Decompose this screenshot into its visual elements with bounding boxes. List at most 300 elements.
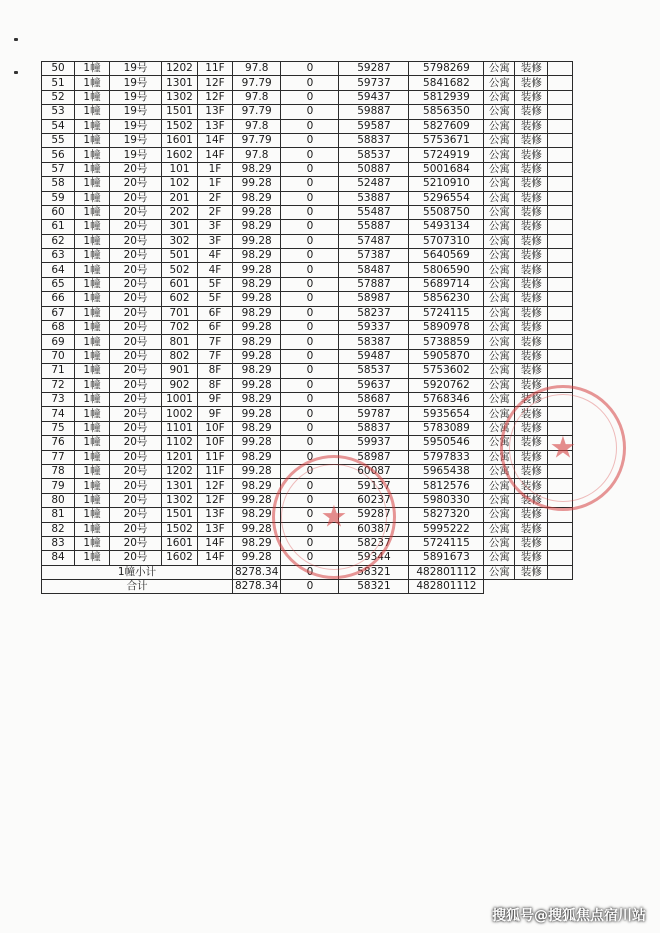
total-price-cell: 5812939	[409, 90, 484, 104]
area-cell: 97.8	[233, 90, 281, 104]
floor-cell: 12F	[198, 479, 233, 493]
property-type-cell: 公寓	[484, 133, 515, 147]
room-number-cell: 901	[162, 364, 198, 378]
unit-number-cell: 20号	[110, 321, 162, 335]
table-row	[42, 62, 573, 76]
total-price-cell: 5965438	[409, 464, 484, 478]
row-number-cell: 58	[42, 177, 75, 191]
total-price-cell: 5707310	[409, 234, 484, 248]
finish-status-cell: 装修	[515, 321, 548, 335]
finish-status-cell: 装修	[515, 263, 548, 277]
subtotal-type: 公寓	[484, 565, 515, 579]
row-number-cell: 73	[42, 392, 75, 406]
unit-price-cell: 58837	[339, 133, 409, 147]
total-price-cell: 5296554	[409, 191, 484, 205]
total-price-cell: 5950546	[409, 436, 484, 450]
property-type-cell: 公寓	[484, 378, 515, 392]
property-type-cell: 公寓	[484, 421, 515, 435]
floor-cell: 11F	[198, 62, 233, 76]
unit-price-cell: 59887	[339, 105, 409, 119]
total-price-cell: 5798269	[409, 62, 484, 76]
empty-cell	[548, 493, 573, 507]
unit-price-cell: 59737	[339, 76, 409, 90]
area-cell: 98.29	[233, 450, 281, 464]
floor-cell: 3F	[198, 234, 233, 248]
unit-number-cell: 19号	[110, 148, 162, 162]
total-price-cell: 5891673	[409, 551, 484, 565]
table-row	[42, 522, 573, 536]
table-row	[42, 306, 573, 320]
floor-cell: 14F	[198, 133, 233, 147]
zero-value-cell: 0	[281, 292, 339, 306]
zero-value-cell: 0	[281, 321, 339, 335]
room-number-cell: 601	[162, 277, 198, 291]
empty-cell	[548, 205, 573, 219]
finish-status-cell: 装修	[515, 292, 548, 306]
empty-cell	[548, 177, 573, 191]
floor-cell: 13F	[198, 105, 233, 119]
unit-number-cell: 20号	[110, 277, 162, 291]
empty-cell	[548, 392, 573, 406]
area-cell: 97.79	[233, 133, 281, 147]
table-row	[42, 508, 573, 522]
room-number-cell: 301	[162, 220, 198, 234]
floor-cell: 14F	[198, 536, 233, 550]
area-cell: 99.28	[233, 321, 281, 335]
unit-price-cell: 59637	[339, 378, 409, 392]
finish-status-cell: 装修	[515, 508, 548, 522]
empty-cell	[548, 263, 573, 277]
unit-price-cell: 50887	[339, 162, 409, 176]
empty-cell	[548, 234, 573, 248]
scan-speck	[14, 38, 18, 41]
unit-number-cell: 20号	[110, 263, 162, 277]
finish-status-cell: 装修	[515, 249, 548, 263]
area-cell: 97.79	[233, 105, 281, 119]
unit-price-cell: 57387	[339, 249, 409, 263]
zero-value-cell: 0	[281, 263, 339, 277]
official-seal-stamp: ★	[272, 455, 396, 579]
room-number-cell: 1501	[162, 105, 198, 119]
row-number-cell: 84	[42, 551, 75, 565]
property-type-cell: 公寓	[484, 479, 515, 493]
room-number-cell: 1102	[162, 436, 198, 450]
area-cell: 97.79	[233, 76, 281, 90]
area-cell: 99.28	[233, 292, 281, 306]
building-cell: 1幢	[75, 421, 110, 435]
area-cell: 98.29	[233, 364, 281, 378]
building-cell: 1幢	[75, 277, 110, 291]
zero-value-cell: 0	[281, 205, 339, 219]
floor-cell: 8F	[198, 378, 233, 392]
empty-cell	[548, 551, 573, 565]
building-cell: 1幢	[75, 148, 110, 162]
unit-number-cell: 20号	[110, 493, 162, 507]
table-row	[42, 119, 573, 133]
empty-cell	[548, 119, 573, 133]
room-number-cell: 1602	[162, 551, 198, 565]
table-row	[42, 191, 573, 205]
property-type-cell: 公寓	[484, 90, 515, 104]
row-number-cell: 67	[42, 306, 75, 320]
row-number-cell: 82	[42, 522, 75, 536]
building-cell: 1幢	[75, 62, 110, 76]
property-type-cell: 公寓	[484, 205, 515, 219]
row-number-cell: 79	[42, 479, 75, 493]
subtotal-avg-price: 58321	[339, 565, 409, 579]
zero-value-cell: 0	[281, 148, 339, 162]
area-cell: 99.28	[233, 263, 281, 277]
room-number-cell: 201	[162, 191, 198, 205]
grand-total-label: 合计	[42, 580, 233, 594]
subtotal-row	[42, 565, 573, 579]
floor-cell: 3F	[198, 220, 233, 234]
unit-number-cell: 20号	[110, 464, 162, 478]
building-cell: 1幢	[75, 335, 110, 349]
unit-price-cell: 58387	[339, 335, 409, 349]
empty-cell	[548, 522, 573, 536]
property-type-cell: 公寓	[484, 551, 515, 565]
table-body	[42, 62, 573, 566]
room-number-cell: 1301	[162, 479, 198, 493]
subtotal-label: 1幢小计	[42, 565, 233, 579]
grand-total-total-price: 482801112	[409, 580, 484, 594]
room-number-cell: 101	[162, 162, 198, 176]
area-cell: 99.28	[233, 493, 281, 507]
empty-cell	[548, 421, 573, 435]
zero-value-cell: 0	[281, 162, 339, 176]
finish-status-cell: 装修	[515, 191, 548, 205]
property-type-cell: 公寓	[484, 105, 515, 119]
table-row	[42, 177, 573, 191]
table-row	[42, 263, 573, 277]
room-number-cell: 501	[162, 249, 198, 263]
room-number-cell: 702	[162, 321, 198, 335]
property-type-cell: 公寓	[484, 263, 515, 277]
property-type-cell: 公寓	[484, 321, 515, 335]
floor-cell: 10F	[198, 436, 233, 450]
unit-price-cell: 59344	[339, 551, 409, 565]
row-number-cell: 60	[42, 205, 75, 219]
zero-value-cell: 0	[281, 378, 339, 392]
finish-status-cell: 装修	[515, 277, 548, 291]
floor-cell: 9F	[198, 407, 233, 421]
table-row	[42, 162, 573, 176]
row-number-cell: 68	[42, 321, 75, 335]
floor-cell: 4F	[198, 249, 233, 263]
empty-cell	[548, 191, 573, 205]
room-number-cell: 1302	[162, 493, 198, 507]
finish-status-cell: 装修	[515, 407, 548, 421]
unit-price-cell: 58987	[339, 450, 409, 464]
area-cell: 99.28	[233, 177, 281, 191]
row-number-cell: 72	[42, 378, 75, 392]
finish-status-cell: 装修	[515, 522, 548, 536]
zero-value-cell: 0	[281, 479, 339, 493]
unit-price-cell: 58537	[339, 364, 409, 378]
zero-value-cell: 0	[281, 234, 339, 248]
table-row	[42, 364, 573, 378]
property-type-cell: 公寓	[484, 522, 515, 536]
empty-cell	[548, 407, 573, 421]
unit-number-cell: 20号	[110, 508, 162, 522]
total-price-cell: 5493134	[409, 220, 484, 234]
table-row	[42, 234, 573, 248]
empty-cell	[548, 277, 573, 291]
table-row	[42, 392, 573, 406]
empty-cell	[548, 105, 573, 119]
building-cell: 1幢	[75, 321, 110, 335]
area-cell: 98.29	[233, 220, 281, 234]
total-price-cell: 5724115	[409, 536, 484, 550]
room-number-cell: 302	[162, 234, 198, 248]
property-type-cell: 公寓	[484, 234, 515, 248]
finish-status-cell: 装修	[515, 364, 548, 378]
row-number-cell: 71	[42, 364, 75, 378]
total-price-cell: 5806590	[409, 263, 484, 277]
total-price-cell: 5841682	[409, 76, 484, 90]
total-price-cell: 5856350	[409, 105, 484, 119]
row-number-cell: 62	[42, 234, 75, 248]
row-number-cell: 64	[42, 263, 75, 277]
finish-status-cell: 装修	[515, 536, 548, 550]
total-price-cell: 5797833	[409, 450, 484, 464]
building-cell: 1幢	[75, 119, 110, 133]
unit-number-cell: 20号	[110, 479, 162, 493]
zero-value-cell: 0	[281, 306, 339, 320]
room-number-cell: 802	[162, 349, 198, 363]
room-number-cell: 1601	[162, 536, 198, 550]
property-type-cell: 公寓	[484, 508, 515, 522]
zero-value-cell: 0	[281, 508, 339, 522]
unit-number-cell: 20号	[110, 536, 162, 550]
building-cell: 1幢	[75, 493, 110, 507]
unit-number-cell: 20号	[110, 220, 162, 234]
room-number-cell: 1602	[162, 148, 198, 162]
finish-status-cell: 装修	[515, 493, 548, 507]
floor-cell: 6F	[198, 321, 233, 335]
room-number-cell: 202	[162, 205, 198, 219]
area-cell: 98.29	[233, 191, 281, 205]
zero-value-cell: 0	[281, 450, 339, 464]
empty-cell	[548, 335, 573, 349]
building-cell: 1幢	[75, 133, 110, 147]
building-cell: 1幢	[75, 450, 110, 464]
building-cell: 1幢	[75, 105, 110, 119]
building-cell: 1幢	[75, 263, 110, 277]
total-price-cell: 5724919	[409, 148, 484, 162]
area-cell: 98.29	[233, 392, 281, 406]
property-type-cell: 公寓	[484, 536, 515, 550]
area-cell: 99.28	[233, 464, 281, 478]
empty-cell	[548, 76, 573, 90]
table-row	[42, 76, 573, 90]
floor-cell: 7F	[198, 335, 233, 349]
unit-price-cell: 59287	[339, 508, 409, 522]
zero-value-cell: 0	[281, 119, 339, 133]
table-row	[42, 407, 573, 421]
building-cell: 1幢	[75, 536, 110, 550]
zero-value-cell: 0	[281, 536, 339, 550]
finish-status-cell: 装修	[515, 162, 548, 176]
row-number-cell: 59	[42, 191, 75, 205]
subtotal-total-price: 482801112	[409, 565, 484, 579]
total-price-cell: 5689714	[409, 277, 484, 291]
unit-price-cell: 60387	[339, 522, 409, 536]
unit-price-cell: 55887	[339, 220, 409, 234]
floor-cell: 10F	[198, 421, 233, 435]
empty-cell	[548, 90, 573, 104]
property-type-cell: 公寓	[484, 249, 515, 263]
area-cell: 98.29	[233, 335, 281, 349]
table-row	[42, 493, 573, 507]
official-seal-stamp: ★	[500, 385, 626, 511]
row-number-cell: 54	[42, 119, 75, 133]
property-type-cell: 公寓	[484, 364, 515, 378]
empty-cell	[548, 148, 573, 162]
building-cell: 1幢	[75, 191, 110, 205]
zero-value-cell: 0	[281, 277, 339, 291]
total-price-cell: 5001684	[409, 162, 484, 176]
empty-cell	[548, 62, 573, 76]
area-cell: 98.29	[233, 421, 281, 435]
table-row	[42, 277, 573, 291]
row-number-cell: 69	[42, 335, 75, 349]
empty-cell	[548, 464, 573, 478]
finish-status-cell: 装修	[515, 220, 548, 234]
room-number-cell: 1101	[162, 421, 198, 435]
row-number-cell: 56	[42, 148, 75, 162]
unit-number-cell: 20号	[110, 162, 162, 176]
area-cell: 99.28	[233, 522, 281, 536]
total-price-cell: 5508750	[409, 205, 484, 219]
scan-speck	[14, 71, 18, 74]
property-type-cell: 公寓	[484, 464, 515, 478]
row-number-cell: 50	[42, 62, 75, 76]
zero-value-cell: 0	[281, 191, 339, 205]
table-row	[42, 205, 573, 219]
area-cell: 98.29	[233, 277, 281, 291]
unit-price-cell: 60087	[339, 464, 409, 478]
subtotal-area: 8278.34	[233, 565, 281, 579]
unit-price-cell: 59587	[339, 119, 409, 133]
finish-status-cell: 装修	[515, 90, 548, 104]
floor-cell: 9F	[198, 392, 233, 406]
table-row	[42, 321, 573, 335]
finish-status-cell: 装修	[515, 479, 548, 493]
total-price-cell: 5783089	[409, 421, 484, 435]
room-number-cell: 1502	[162, 119, 198, 133]
unit-number-cell: 20号	[110, 551, 162, 565]
building-cell: 1幢	[75, 522, 110, 536]
total-price-cell: 5980330	[409, 493, 484, 507]
property-type-cell: 公寓	[484, 292, 515, 306]
finish-status-cell: 装修	[515, 234, 548, 248]
unit-number-cell: 20号	[110, 292, 162, 306]
property-type-cell: 公寓	[484, 450, 515, 464]
zero-value-cell: 0	[281, 522, 339, 536]
room-number-cell: 1502	[162, 522, 198, 536]
floor-cell: 2F	[198, 205, 233, 219]
unit-price-cell: 59137	[339, 479, 409, 493]
zero-value-cell: 0	[281, 436, 339, 450]
unit-number-cell: 20号	[110, 191, 162, 205]
building-cell: 1幢	[75, 392, 110, 406]
unit-price-cell: 59437	[339, 90, 409, 104]
table-row	[42, 551, 573, 565]
room-number-cell: 1302	[162, 90, 198, 104]
subtotal-finish: 装修	[515, 565, 548, 579]
empty-cell	[548, 249, 573, 263]
unit-number-cell: 20号	[110, 249, 162, 263]
unit-number-cell: 20号	[110, 177, 162, 191]
total-price-cell: 5920762	[409, 378, 484, 392]
total-price-cell: 5935654	[409, 407, 484, 421]
area-cell: 98.29	[233, 536, 281, 550]
total-price-cell: 5905870	[409, 349, 484, 363]
unit-number-cell: 20号	[110, 364, 162, 378]
total-price-cell: 5995222	[409, 522, 484, 536]
total-price-cell: 5724115	[409, 306, 484, 320]
zero-value-cell: 0	[281, 249, 339, 263]
finish-status-cell: 装修	[515, 392, 548, 406]
zero-value-cell: 0	[281, 464, 339, 478]
unit-price-cell: 58537	[339, 148, 409, 162]
area-cell: 99.28	[233, 436, 281, 450]
floor-cell: 1F	[198, 162, 233, 176]
room-number-cell: 1002	[162, 407, 198, 421]
unit-number-cell: 20号	[110, 349, 162, 363]
table-row	[42, 421, 573, 435]
unit-number-cell: 20号	[110, 378, 162, 392]
unit-number-cell: 19号	[110, 76, 162, 90]
room-number-cell: 1301	[162, 76, 198, 90]
area-cell: 99.28	[233, 205, 281, 219]
unit-number-cell: 19号	[110, 90, 162, 104]
empty-cell	[548, 479, 573, 493]
subtotal-zero: 0	[281, 565, 339, 579]
total-price-cell: 5768346	[409, 392, 484, 406]
row-number-cell: 66	[42, 292, 75, 306]
table-row	[42, 292, 573, 306]
area-cell: 97.8	[233, 62, 281, 76]
unit-price-cell: 59937	[339, 436, 409, 450]
property-type-cell: 公寓	[484, 76, 515, 90]
property-type-cell: 公寓	[484, 220, 515, 234]
unit-price-cell: 52487	[339, 177, 409, 191]
empty-cell	[548, 378, 573, 392]
area-cell: 98.29	[233, 508, 281, 522]
area-cell: 99.28	[233, 378, 281, 392]
zero-value-cell: 0	[281, 62, 339, 76]
floor-cell: 5F	[198, 292, 233, 306]
unit-price-cell: 58237	[339, 536, 409, 550]
property-type-cell: 公寓	[484, 335, 515, 349]
row-number-cell: 74	[42, 407, 75, 421]
finish-status-cell: 装修	[515, 205, 548, 219]
area-cell: 98.29	[233, 306, 281, 320]
room-number-cell: 1202	[162, 62, 198, 76]
building-cell: 1幢	[75, 249, 110, 263]
finish-status-cell: 装修	[515, 464, 548, 478]
zero-value-cell: 0	[281, 220, 339, 234]
row-number-cell: 83	[42, 536, 75, 550]
unit-number-cell: 20号	[110, 421, 162, 435]
floor-cell: 6F	[198, 306, 233, 320]
unit-price-cell: 58687	[339, 392, 409, 406]
finish-status-cell: 装修	[515, 133, 548, 147]
unit-price-cell: 60237	[339, 493, 409, 507]
